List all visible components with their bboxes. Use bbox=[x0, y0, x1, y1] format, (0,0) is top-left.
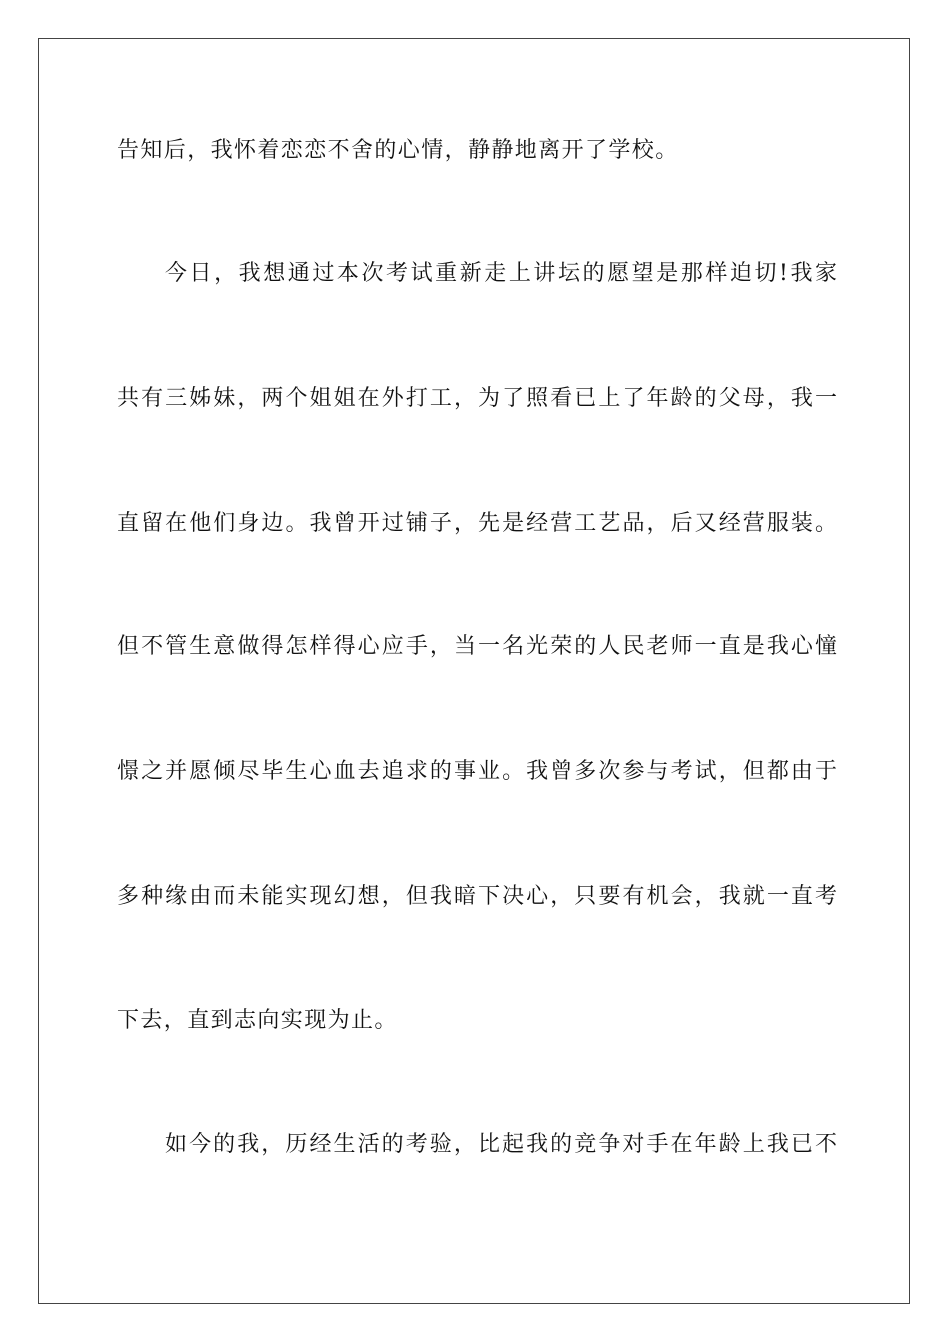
text-line-2: 今日，我想通过本次考试重新走上讲坛的愿望是那样迫切!我家 bbox=[165, 261, 837, 286]
text-line-6: 憬之并愿倾尽毕生心血去追求的事业。我曾多次参与考试，但都由于 bbox=[117, 759, 837, 784]
text-line-3: 共有三姊妹，两个姐姐在外打工，为了照看已上了年龄的父母，我一 bbox=[117, 386, 837, 411]
text-line-9: 如今的我，历经生活的考验，比起我的竞争对手在年龄上我已不 bbox=[165, 1132, 837, 1157]
text-line-7: 多种缘由而未能实现幻想，但我暗下决心，只要有机会，我就一直考 bbox=[117, 884, 837, 909]
text-line-8: 下去，直到志向实现为止。 bbox=[117, 1008, 398, 1033]
text-line-4: 直留在他们身边。我曾开过铺子，先是经营工艺品，后又经营服装。 bbox=[117, 511, 837, 536]
text-line-1: 告知后，我怀着恋恋不舍的心情，静静地离开了学校。 bbox=[117, 138, 679, 163]
text-line-5: 但不管生意做得怎样得心应手，当一名光荣的人民老师一直是我心憧 bbox=[117, 634, 837, 659]
page-border bbox=[38, 38, 910, 1304]
